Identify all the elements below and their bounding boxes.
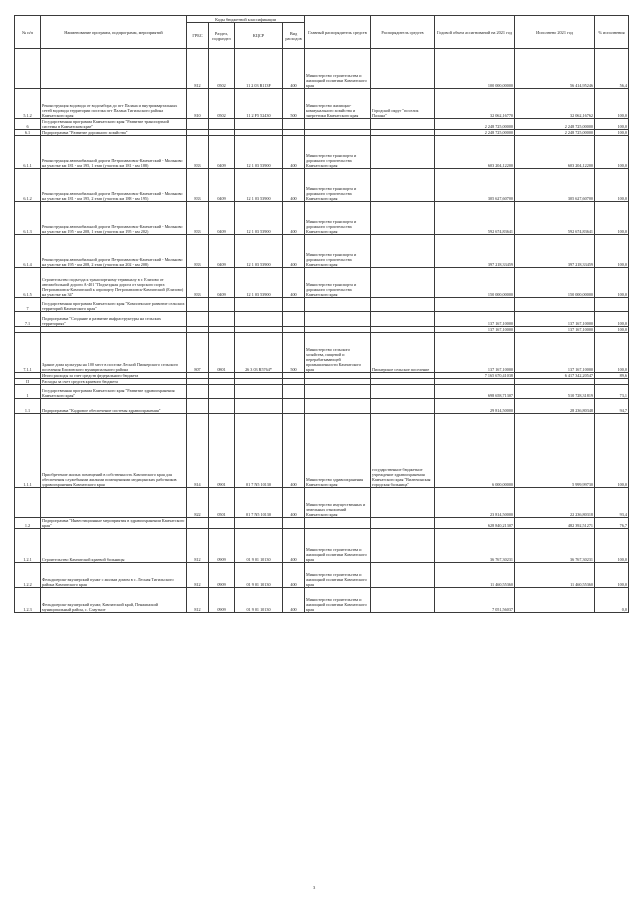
row-grbs: 833 <box>187 169 209 202</box>
row-plan: 7 051,56037 <box>435 588 515 613</box>
row-pct: 100,0 <box>595 268 629 298</box>
row-pct: 73,1 <box>595 385 629 399</box>
row-section <box>209 298 235 312</box>
row-main-manager: Министерство сельского хозяйства, пищевой и перерабатывающей промышленности Камчатского края <box>305 333 371 373</box>
row-section: 0801 <box>209 333 235 373</box>
row-number: 7 <box>15 298 41 312</box>
row-done: 56 414,95246 <box>515 49 595 89</box>
table-row <box>15 235 629 268</box>
row-name: Реконструкция автомобильной дороги Петропавловск-Камчатский - Мильково на участке км 181 - км 195, 1 этап (участок км 181 - км 188) <box>41 136 187 169</box>
row-done: 510 728,31819 <box>515 385 595 399</box>
row-kcsr: 01 9 01 10130 <box>235 529 283 563</box>
row-main-manager: Министерство транспорта и дорожного строительства Камчатского края <box>305 202 371 235</box>
row-plan: 150 000,00000 <box>435 268 515 298</box>
header-num: № п/п <box>15 16 41 49</box>
row-section <box>209 119 235 130</box>
row-expense-type: 400 <box>283 488 305 518</box>
header-manager: Распорядитель средств <box>371 16 435 49</box>
row-section: 0409 <box>209 268 235 298</box>
row-expense-type <box>283 399 305 414</box>
header-done: Исполнено 2021 год <box>515 16 595 49</box>
row-manager <box>371 268 435 298</box>
row-plan: 397 218,33459 <box>435 235 515 268</box>
table-row <box>15 89 629 119</box>
row-number: 1.2 <box>15 518 41 529</box>
row-manager <box>371 563 435 588</box>
table-row <box>15 518 629 529</box>
row-plan: 6 000,00000 <box>435 414 515 488</box>
row-grbs <box>187 298 209 312</box>
row-name <box>41 49 187 89</box>
row-done <box>515 588 595 613</box>
row-grbs: 833 <box>187 235 209 268</box>
row-done: 137 167,10000 <box>515 327 595 333</box>
table-row <box>15 385 629 399</box>
row-pct: 100,0 <box>595 333 629 373</box>
row-section: 0901 <box>209 414 235 488</box>
row-kcsr: 12 1 03 53900 <box>235 202 283 235</box>
table-row <box>15 414 629 488</box>
row-pct: 100,0 <box>595 414 629 488</box>
row-main-manager: Министерство строительства и жилищной политики Камчатского края <box>305 563 371 588</box>
table-row <box>15 399 629 414</box>
row-number: 6.1.3 <box>15 202 41 235</box>
row-grbs <box>187 399 209 414</box>
table-row <box>15 49 629 89</box>
row-name: Реконструкция автомобильной дороги Петропавловск-Камчатский - Мильково на участке км 195 - км 208, 2 этап (участок км 202 - км 208) <box>41 235 187 268</box>
row-name: Подпрограмма "Создание и развитие инфраструктуры на сельских территориях" <box>41 312 187 327</box>
row-number: 5.1.2 <box>15 89 41 119</box>
row-plan: 32 062,16770 <box>435 89 515 119</box>
row-kcsr: 01 9 01 10130 <box>235 588 283 613</box>
row-manager <box>371 385 435 399</box>
table-row <box>15 169 629 202</box>
header-plan: Годовой объем ассигнований на 2021 год <box>435 16 515 49</box>
row-grbs: 812 <box>187 49 209 89</box>
row-plan: 100 000,00000 <box>435 49 515 89</box>
row-done: 28 236,80348 <box>515 399 595 414</box>
row-number: 6.1.5 <box>15 268 41 298</box>
row-done: 32 062,16762 <box>515 89 595 119</box>
row-pct: 94,7 <box>595 399 629 414</box>
row-number: 6.1 <box>15 130 41 136</box>
row-plan: 592 674,83641 <box>435 202 515 235</box>
row-expense-type: 400 <box>283 136 305 169</box>
row-main-manager: Министерство здравоохранения Камчатского края <box>305 414 371 488</box>
page-number: 3 <box>313 885 316 890</box>
row-main-manager: Министерство имущественных и земельных отношений Камчатского края <box>305 488 371 518</box>
row-plan: 36 767,30231 <box>435 529 515 563</box>
row-manager <box>371 169 435 202</box>
row-plan: 137 167,10000 <box>435 333 515 373</box>
row-done: 150 000,00000 <box>515 268 595 298</box>
row-number: 1 <box>15 385 41 399</box>
row-manager <box>371 588 435 613</box>
row-pct: 100,0 <box>595 235 629 268</box>
row-name <box>41 488 187 518</box>
row-kcsr: 11 2 03 R113F <box>235 49 283 89</box>
header-budget-class: Коды бюджетной классификации <box>187 16 305 23</box>
row-manager <box>371 399 435 414</box>
row-expense-type: 400 <box>283 563 305 588</box>
row-plan: 698 658,71307 <box>435 385 515 399</box>
row-expense-type: 400 <box>283 202 305 235</box>
row-number: 6 <box>15 119 41 130</box>
row-expense-type <box>283 518 305 529</box>
row-done: 6 417 342,20547 <box>515 373 595 379</box>
row-name: Реконструкция автомобильной дороги Петропавловск-Камчатский - Мильково на участке км 181 - км 195, 2 этап (участок км 188 - км 195) <box>41 169 187 202</box>
row-kcsr <box>235 518 283 529</box>
row-kcsr <box>235 298 283 312</box>
row-plan: 137 167,10000 <box>435 312 515 327</box>
row-main-manager: Министерство транспорта и дорожного строительства Камчатского края <box>305 169 371 202</box>
row-number: 1.1 <box>15 399 41 414</box>
table-row <box>15 488 629 518</box>
row-name: Государственная программа Камчатского края "Развитие здравоохранения Камчатского края" <box>41 385 187 399</box>
row-name: Реконструкция автомобильной дороги Петропавловск-Камчатский - Мильково на участке км 195 - км 208, 1 этап (участок км 195 - км 202) <box>41 202 187 235</box>
row-done: 11 460,55360 <box>515 563 595 588</box>
header-kcsr: КЦСР <box>235 23 283 49</box>
row-main-manager <box>305 385 371 399</box>
row-name: Фельдшерско-акушерский пункт с жилым домом в с. Лесная Тигильского района Камчатского края <box>41 563 187 588</box>
row-plan: 23 814,50000 <box>435 488 515 518</box>
row-done: 592 674,83641 <box>515 202 595 235</box>
row-expense-type: 400 <box>283 169 305 202</box>
row-name: Фельдшерско-акушерский пункт, Камчатский край, Пенжинский муниципальный район, с. Слаутное <box>41 588 187 613</box>
row-manager <box>371 298 435 312</box>
row-plan: 2 248 725,00000 <box>435 130 515 136</box>
row-number: II <box>15 379 41 385</box>
row-name: Строительство подъезда к транспортному терминалу в г. Елизово от автомобильной дороги А-401 "Подъездная дорога от морского порта Петропавловск-Камчатский к аэропорту Петропавловск-Камчатский (Елизово) на участке км 34" <box>41 268 187 298</box>
row-expense-type: 400 <box>283 235 305 268</box>
row-main-manager: Министерство строительства и жилищной политики Камчатского края <box>305 529 371 563</box>
row-plan: 11 460,55360 <box>435 563 515 588</box>
row-section: 0409 <box>209 169 235 202</box>
row-pct: 56,4 <box>595 49 629 89</box>
row-pct: 76,7 <box>595 518 629 529</box>
row-done: 482 392,51271 <box>515 518 595 529</box>
row-manager <box>371 518 435 529</box>
row-kcsr <box>235 399 283 414</box>
row-expense-type: 400 <box>283 268 305 298</box>
row-name: Итого расходы за счет средств федерального бюджета <box>41 373 187 379</box>
row-manager: Пионерское сельское поселение <box>371 333 435 373</box>
table-row <box>15 202 629 235</box>
row-section: 0409 <box>209 235 235 268</box>
row-expense-type: 500 <box>283 333 305 373</box>
row-manager <box>371 529 435 563</box>
row-pct: 100,0 <box>595 312 629 327</box>
row-section: 0909 <box>209 529 235 563</box>
row-number: 6.1.1 <box>15 136 41 169</box>
row-name: Подпрограмма "Кадровое обеспечение системы здравоохранения" <box>41 399 187 414</box>
row-grbs: 807 <box>187 333 209 373</box>
row-pct: 100,0 <box>595 529 629 563</box>
row-name: Расходы за счет средств краевого бюджета <box>41 379 187 385</box>
table-row <box>15 588 629 613</box>
table-row <box>15 268 629 298</box>
row-plan: 29 814,50000 <box>435 399 515 414</box>
row-pct: 100,0 <box>595 119 629 130</box>
row-manager <box>371 136 435 169</box>
row-main-manager: Министерство транспорта и дорожного строительства Камчатского края <box>305 136 371 169</box>
row-section: 0501 <box>209 488 235 518</box>
row-kcsr: 12 1 03 53900 <box>235 136 283 169</box>
row-kcsr <box>235 312 283 327</box>
row-done: 137 167,10000 <box>515 312 595 327</box>
row-done: 397 218,33459 <box>515 235 595 268</box>
row-section: 0909 <box>209 563 235 588</box>
row-grbs: 814 <box>187 414 209 488</box>
row-plan: 603 204,12200 <box>435 136 515 169</box>
row-manager <box>371 202 435 235</box>
row-grbs: 822 <box>187 488 209 518</box>
row-done: 22 236,80318 <box>515 488 595 518</box>
row-main-manager: Министерство транспорта и дорожного строительства Камчатского края <box>305 235 371 268</box>
row-kcsr: 12 1 03 53900 <box>235 268 283 298</box>
row-kcsr: 12 1 03 53900 <box>235 235 283 268</box>
row-section: 0502 <box>209 49 235 89</box>
row-pct: 0,0 <box>595 588 629 613</box>
row-done: 36 767,30231 <box>515 529 595 563</box>
row-done <box>515 298 595 312</box>
table-row <box>15 298 629 312</box>
table-row <box>15 119 629 130</box>
report-sheet <box>14 15 628 613</box>
row-manager <box>371 235 435 268</box>
row-kcsr: 26 3 03 R5764* <box>235 333 283 373</box>
row-expense-type <box>283 312 305 327</box>
row-section: 0409 <box>209 136 235 169</box>
row-expense-type: 500 <box>283 89 305 119</box>
row-number: 1.1.1 <box>15 414 41 488</box>
row-manager <box>371 488 435 518</box>
row-section: 0909 <box>209 588 235 613</box>
row-expense-type <box>283 385 305 399</box>
row-manager: государственное бюджетное учреждение здравоохранения Камчатского края "Вилючинская городская больница" <box>371 414 435 488</box>
row-grbs <box>187 119 209 130</box>
row-number: 6.1.4 <box>15 235 41 268</box>
row-kcsr: 01 7 N5 10130 <box>235 414 283 488</box>
row-grbs <box>187 518 209 529</box>
row-plan <box>435 298 515 312</box>
row-main-manager <box>305 312 371 327</box>
header-main-manager: Главный распорядитель средств <box>305 16 371 49</box>
row-expense-type <box>283 298 305 312</box>
table-row <box>15 136 629 169</box>
row-kcsr <box>235 119 283 130</box>
row-done: 603 204,12200 <box>515 136 595 169</box>
row-expense-type: 400 <box>283 49 305 89</box>
row-pct: 100,0 <box>595 136 629 169</box>
row-expense-type: 400 <box>283 414 305 488</box>
row-main-manager: Министерство строительства и жилищной политики Камчатского края <box>305 588 371 613</box>
row-pct <box>595 298 629 312</box>
row-pct: 100,0 <box>595 202 629 235</box>
row-section <box>209 312 235 327</box>
row-name: Государственная программа Камчатского края "Развитие транспортной системы в Камчатском крае" <box>41 119 187 130</box>
row-plan: 2 248 725,00000 <box>435 119 515 130</box>
header-section: Раздел, подраздел <box>209 23 235 49</box>
row-name: Здание дома культуры на 100 мест в поселке Лесной Пионерского сельского поселения Елизовского муниципального района <box>41 333 187 373</box>
row-done: 5 999,99730 <box>515 414 595 488</box>
row-manager <box>371 312 435 327</box>
row-section <box>209 385 235 399</box>
row-manager <box>371 119 435 130</box>
row-main-manager <box>305 399 371 414</box>
row-pct: 100,0 <box>595 130 629 136</box>
row-name: Строительство Камчатской краевой больницы <box>41 529 187 563</box>
row-main-manager <box>305 518 371 529</box>
row-pct: 93,4 <box>595 488 629 518</box>
row-kcsr: 01 9 01 10130 <box>235 563 283 588</box>
row-number: 7.1 <box>15 312 41 327</box>
row-main-manager <box>305 119 371 130</box>
row-number: 1.2.3 <box>15 588 41 613</box>
row-grbs: 812 <box>187 529 209 563</box>
row-plan: 137 167,10000 <box>435 327 515 333</box>
table-row <box>15 333 629 373</box>
row-main-manager <box>305 298 371 312</box>
row-plan: 7 165 670,41038 <box>435 373 515 379</box>
row-kcsr: 11 2 F5 52430 <box>235 89 283 119</box>
row-section: 0409 <box>209 202 235 235</box>
row-name: Подпрограмма "Развитие дорожного хозяйства" <box>41 130 187 136</box>
row-pct: 100,0 <box>595 89 629 119</box>
row-name: Реконструкция водовода от водозабора до пгт Палана и внутриквартальных сетей водовода территории поселка пгт Палана Тигильского района Камчатского края <box>41 89 187 119</box>
row-number: 6.1.2 <box>15 169 41 202</box>
row-grbs <box>187 385 209 399</box>
row-name: Приобретение жилых помещений в собственность Камчатского края для обеспечения служебными жилыми помещениями медицинских работников здравоохранения Камчатского края <box>41 414 187 488</box>
row-name: Подпрограмма "Инвестиционные мероприятия в здравоохранении Камчатского края" <box>41 518 187 529</box>
row-grbs: 812 <box>187 588 209 613</box>
row-main-manager: Министерство жилищно-коммунального хозяйства и энергетики Камчатского края <box>305 89 371 119</box>
row-expense-type: 400 <box>283 588 305 613</box>
row-number <box>15 49 41 89</box>
table-row <box>15 563 629 588</box>
row-grbs: 812 <box>187 563 209 588</box>
row-expense-type <box>283 119 305 130</box>
row-grbs: 833 <box>187 136 209 169</box>
header-pct: % исполнения <box>595 16 629 49</box>
row-manager: Городской округ "поселок Палана" <box>371 89 435 119</box>
row-section: 0502 <box>209 89 235 119</box>
row-grbs: 810 <box>187 89 209 119</box>
row-number <box>15 488 41 518</box>
row-pct: 100,0 <box>595 327 629 333</box>
table-body <box>15 49 629 613</box>
row-section <box>209 399 235 414</box>
row-grbs <box>187 312 209 327</box>
row-expense-type: 400 <box>283 529 305 563</box>
header-grbs: ГРБС <box>187 23 209 49</box>
row-kcsr: 01 7 N5 10130 <box>235 488 283 518</box>
row-pct: 89,6 <box>595 373 629 379</box>
row-name: Государственная программа Камчатского края "Комплексное развитие сельских территорий Камчатского края" <box>41 298 187 312</box>
row-done: 2 248 725,00000 <box>515 119 595 130</box>
row-pct: 100,0 <box>595 169 629 202</box>
row-done: 2 248 725,00000 <box>515 130 595 136</box>
table-row <box>15 312 629 327</box>
row-number: 7.1.1 <box>15 333 41 373</box>
header-expense-type: Вид расходов <box>283 23 305 49</box>
row-done: 305 627,60700 <box>515 169 595 202</box>
row-done: 137 167,10000 <box>515 333 595 373</box>
row-section <box>209 518 235 529</box>
row-main-manager: Министерство строительства и жилищной политики Камчатского края <box>305 49 371 89</box>
row-number: 1.2.2 <box>15 563 41 588</box>
row-main-manager: Министерство транспорта и дорожного строительства Камчатского края <box>305 268 371 298</box>
row-pct: 100,0 <box>595 563 629 588</box>
row-number: 1.2.1 <box>15 529 41 563</box>
budget-table <box>14 15 629 613</box>
row-kcsr: 12 1 03 53900 <box>235 169 283 202</box>
row-plan: 305 627,60700 <box>435 169 515 202</box>
row-manager <box>371 49 435 89</box>
row-grbs: 833 <box>187 268 209 298</box>
row-plan: 628 840,21307 <box>435 518 515 529</box>
header-name: Наименование программ, подпрограмм, мероприятий <box>41 16 187 49</box>
row-grbs: 833 <box>187 202 209 235</box>
row-kcsr <box>235 385 283 399</box>
table-row <box>15 529 629 563</box>
